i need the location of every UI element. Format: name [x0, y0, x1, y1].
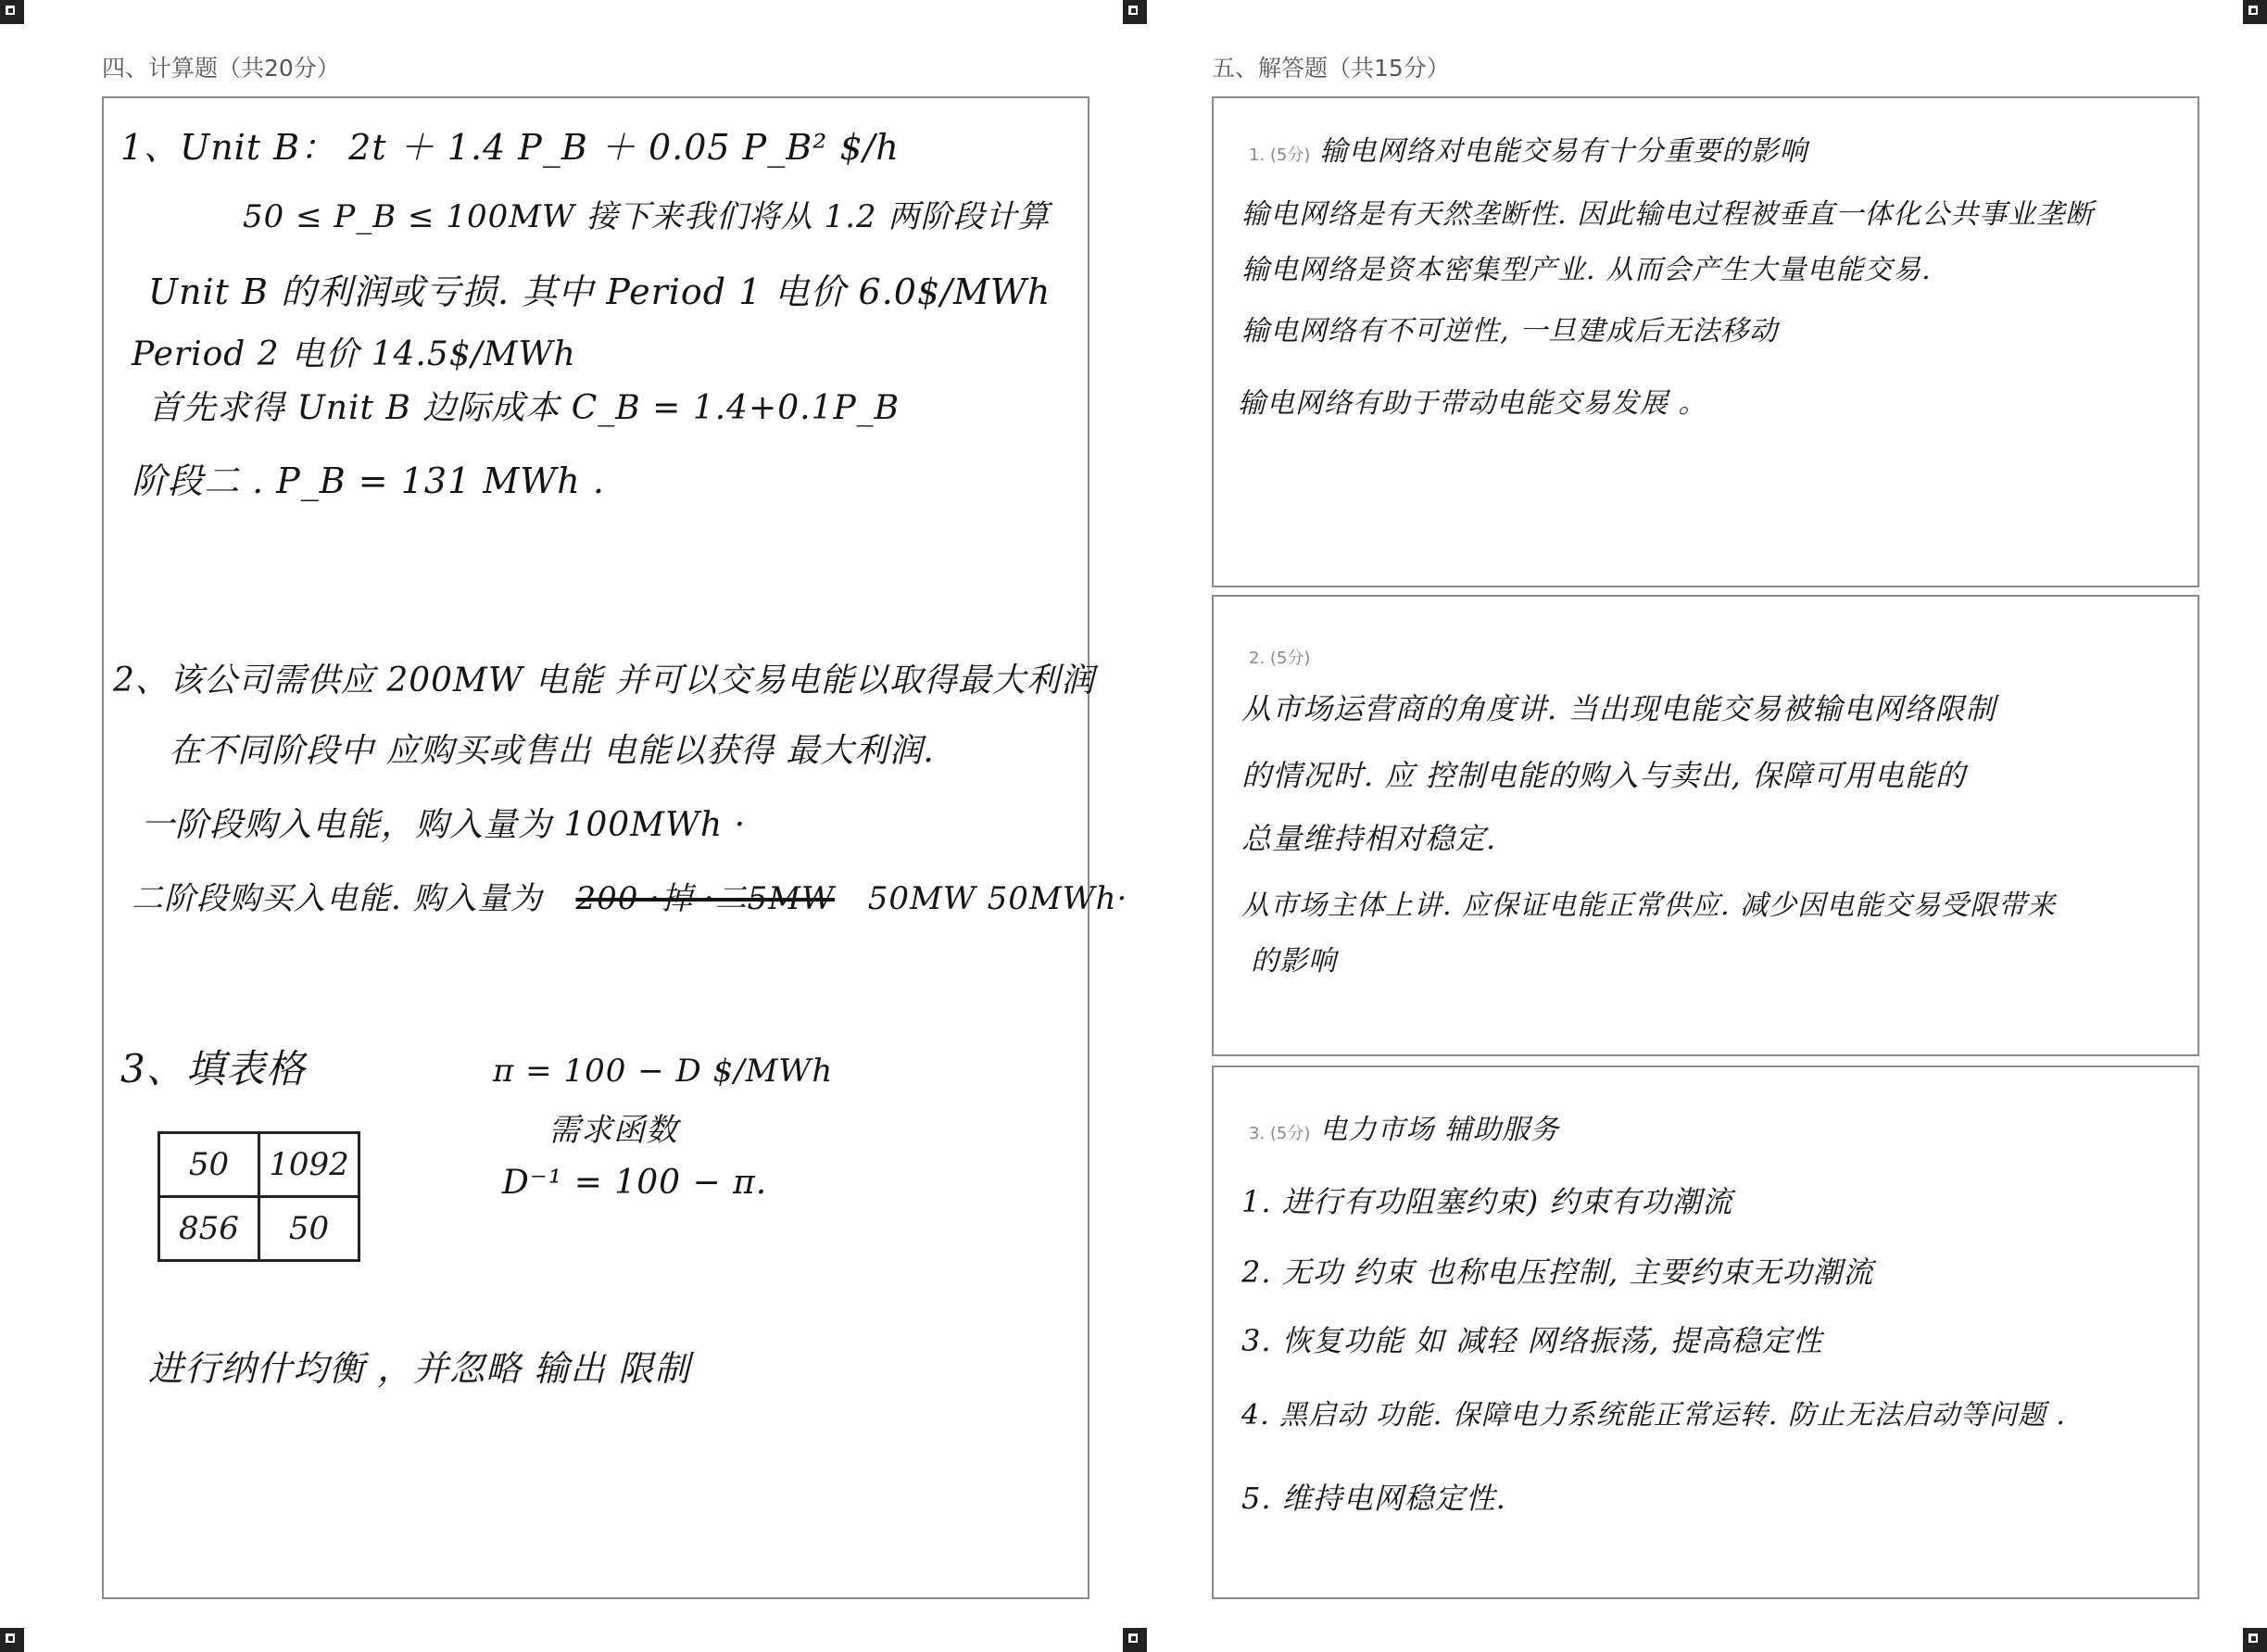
- r-q1-line-2: 输电网络是资本密集型产业. 从而会产生大量电能交易.: [1241, 254, 1932, 286]
- r-q2-score: 2. (5分): [1249, 649, 1311, 668]
- q3-label: 3、填表格: [120, 1046, 306, 1091]
- registration-marker: [2243, 0, 2267, 24]
- section-title-calculation: 四、计算题（共20分）: [102, 55, 340, 82]
- r-q1-line-4: 输电网络有助于带动电能交易发展 。: [1238, 387, 1707, 420]
- q1-line-2: 50 ≤ P_B ≤ 100MW 接下来我们将从 1.2 两阶段计算: [243, 198, 1051, 235]
- q1-line-5: 首先求得 Unit B 边际成本 C_B = 1.4+0.1P_B: [148, 389, 901, 427]
- registration-marker: [1123, 0, 1147, 24]
- r-q1-heading: [1249, 128, 1807, 169]
- r-q2-line-2: 的情况时. 应 控制电能的购入与卖出, 保障可用电能的: [1241, 758, 1966, 793]
- q2-line-3: 一阶段购入电能，购入量为 100MWh ·: [141, 806, 747, 844]
- answer-panel-q1: [1212, 96, 2199, 587]
- answer-panel-q3: [1212, 1066, 2199, 1599]
- r-q3-score: 3. (5分): [1249, 1124, 1311, 1143]
- r-q2-line-1: 从市场运营商的角度讲. 当出现电能交易被输电网络限制: [1241, 691, 1996, 726]
- table-row: [159, 1197, 359, 1261]
- q1-line-3: Unit B 的利润或亏损. 其中 Period 1 电价 6.0$/MWh: [148, 271, 1052, 312]
- r-q3-heading: [1249, 1106, 1559, 1147]
- q1-line-1: 1、Unit B： 2t ＋ 1.4 P_B ＋ 0.05 P_B² $/h: [120, 127, 900, 168]
- q3-formula-inverse: D⁻¹ = 100 − π.: [502, 1164, 768, 1202]
- q2-line-4-suffix: 50MW 50MWh·: [867, 880, 1128, 917]
- r-q3-heading-text: 电力市场 辅助服务: [1319, 1114, 1559, 1146]
- table-cell: 856: [159, 1197, 259, 1261]
- answer-panel-calculation: [102, 96, 1128, 1599]
- q3-formula-caption: 需求函数: [548, 1112, 678, 1149]
- q2-line-1: 2、该公司需供应 200MW 电能 并可以交易电能以取得最大利润: [113, 662, 1095, 700]
- answer-panel-q2: [1212, 595, 2199, 1056]
- r-q1-score: 1. (5分): [1249, 145, 1311, 165]
- table-cell: 1092: [259, 1133, 359, 1197]
- registration-marker: [2243, 1628, 2267, 1652]
- r-q1-heading-text: 输电网络对电能交易有十分重要的影响: [1319, 135, 1808, 168]
- payoff-table: [157, 1131, 360, 1262]
- q1-line-6: 阶段二 . P_B = 131 MWh .: [132, 460, 605, 501]
- r-q2-line-3: 总量维持相对稳定.: [1241, 821, 1497, 856]
- table-row: [159, 1133, 359, 1197]
- q2-line-2: 在不同阶段中 应购买或售出 电能以获得 最大利润.: [169, 732, 935, 770]
- r-q3-line-2: 2. 无功 约束 也称电压控制, 主要约束无功潮流: [1241, 1255, 1874, 1290]
- registration-marker: [0, 0, 24, 24]
- r-q3-line-3: 3. 恢复功能 如 减轻 网络振荡, 提高稳定性: [1241, 1323, 1823, 1358]
- table-cell: 50: [259, 1197, 359, 1261]
- table-cell: 50: [159, 1133, 259, 1197]
- registration-marker: [1123, 1628, 1147, 1652]
- r-q3-line-1: 1. 进行有功阻塞约束) 约束有功潮流: [1241, 1184, 1733, 1219]
- r-q3-line-5: 5. 维持电网稳定性.: [1241, 1481, 1506, 1516]
- registration-marker: [0, 1628, 24, 1652]
- q2-line-4-struck: 200 ·掉 ·二5MW: [575, 880, 835, 917]
- r-q2-score-line: [1249, 645, 1319, 669]
- q2-line-4-prefix: 二阶段购买入电能. 购入量为: [132, 880, 543, 917]
- q3-formula-price: π = 100 − D $/MWh: [493, 1053, 834, 1090]
- r-q3-line-4: 4. 黑启动 功能. 保障电力系统能正常运转. 防止无法启动等问题 .: [1241, 1399, 2066, 1431]
- q2-line-4: [132, 873, 1127, 918]
- q1-line-4: Period 2 电价 14.5$/MWh: [132, 335, 576, 373]
- r-q1-line-1: 输电网络是有天然垄断性. 因此输电过程被垂直一体化公共事业垄断: [1241, 198, 2095, 231]
- r-q1-line-3: 输电网络有不可逆性, 一旦建成后无法移动: [1241, 315, 1779, 347]
- r-q2-line-5: 的影响: [1251, 945, 1337, 977]
- r-q2-line-4: 从市场主体上讲. 应保证电能正常供应. 减少因电能交易受限带来: [1241, 889, 2057, 922]
- section-title-short-answer: 五、解答题（共15分）: [1212, 55, 1450, 82]
- q3-conclusion: 进行纳什均衡 ，并忽略 输出 限制: [148, 1348, 691, 1389]
